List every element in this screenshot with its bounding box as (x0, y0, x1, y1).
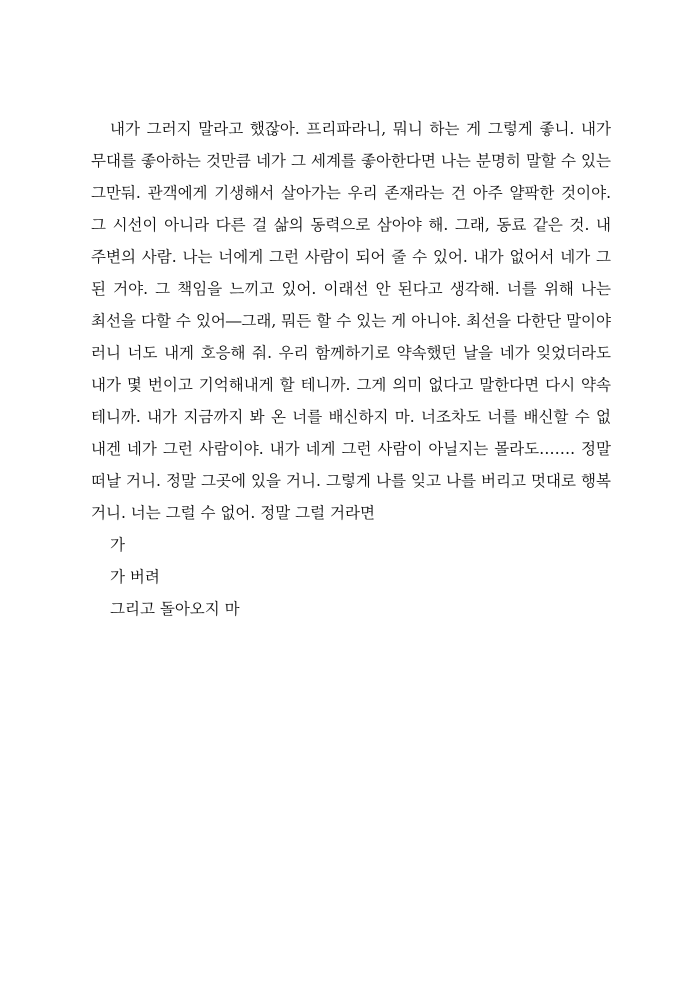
paragraph-line-last: 거니. 너는 그럴 수 없어. 정말 그럴 거라면 (91, 504, 375, 522)
paragraph-line: 테니까. 내가 지금까지 봐 온 너를 배신하지 마. 너조차도 너를 배신할 수 없 (91, 408, 611, 426)
body-text (91, 113, 611, 625)
paragraph-line: 그만둬. 관객에게 기생해서 살아가는 우리 존재라는 건 아주 얄팍한 것이야. (91, 184, 611, 202)
short-line: 가 버려 (110, 568, 160, 586)
paragraph-line: 최선을 다할 수 있어―그래, 뭐든 할 수 있는 게 아니야. 최선을 다한단 말이야 (91, 312, 611, 330)
short-line: 가 (110, 536, 125, 554)
paragraph-line: 떠날 거니. 정말 그곳에 있을 거니. 그렇게 나를 잊고 나를 버리고 멋대로 행복 (91, 472, 611, 490)
paragraph-line: 그 시선이 아니라 다른 걸 삶의 동력으로 삼아야 해. 그래, 동료 같은 것. 내 (91, 216, 611, 234)
short-line: 그리고 돌아오지 마 (110, 600, 240, 618)
paragraph-line: 내가 그러지 말라고 했잖아. 프리파라니, 뭐니 하는 게 그렇게 좋니. 내가 (110, 120, 611, 138)
paragraph-line: 내가 몇 번이고 기억해내게 할 테니까. 그게 의미 없다고 말한다면 다시 약속 (91, 376, 611, 394)
paragraph-line: 내겐 네가 그런 사람이야. 내가 네게 그런 사람이 아닐지는 몰라도……. 정말 (91, 440, 611, 458)
paragraph-line: 무대를 좋아하는 것만큼 네가 그 세계를 좋아한다면 나는 분명히 말할 수 있는 (91, 152, 611, 170)
paragraph-line: 주변의 사람. 나는 너에게 그런 사람이 되어 줄 수 있어. 내가 없어서 네가 그 (91, 248, 611, 266)
paragraph-line: 러니 너도 내게 호응해 줘. 우리 함께하기로 약속했던 날을 네가 잊었더라도 (91, 344, 611, 362)
paragraph-line: 된 거야. 그 책임을 느끼고 있어. 이래선 안 된다고 생각해. 너를 위해 나는 (91, 280, 611, 298)
